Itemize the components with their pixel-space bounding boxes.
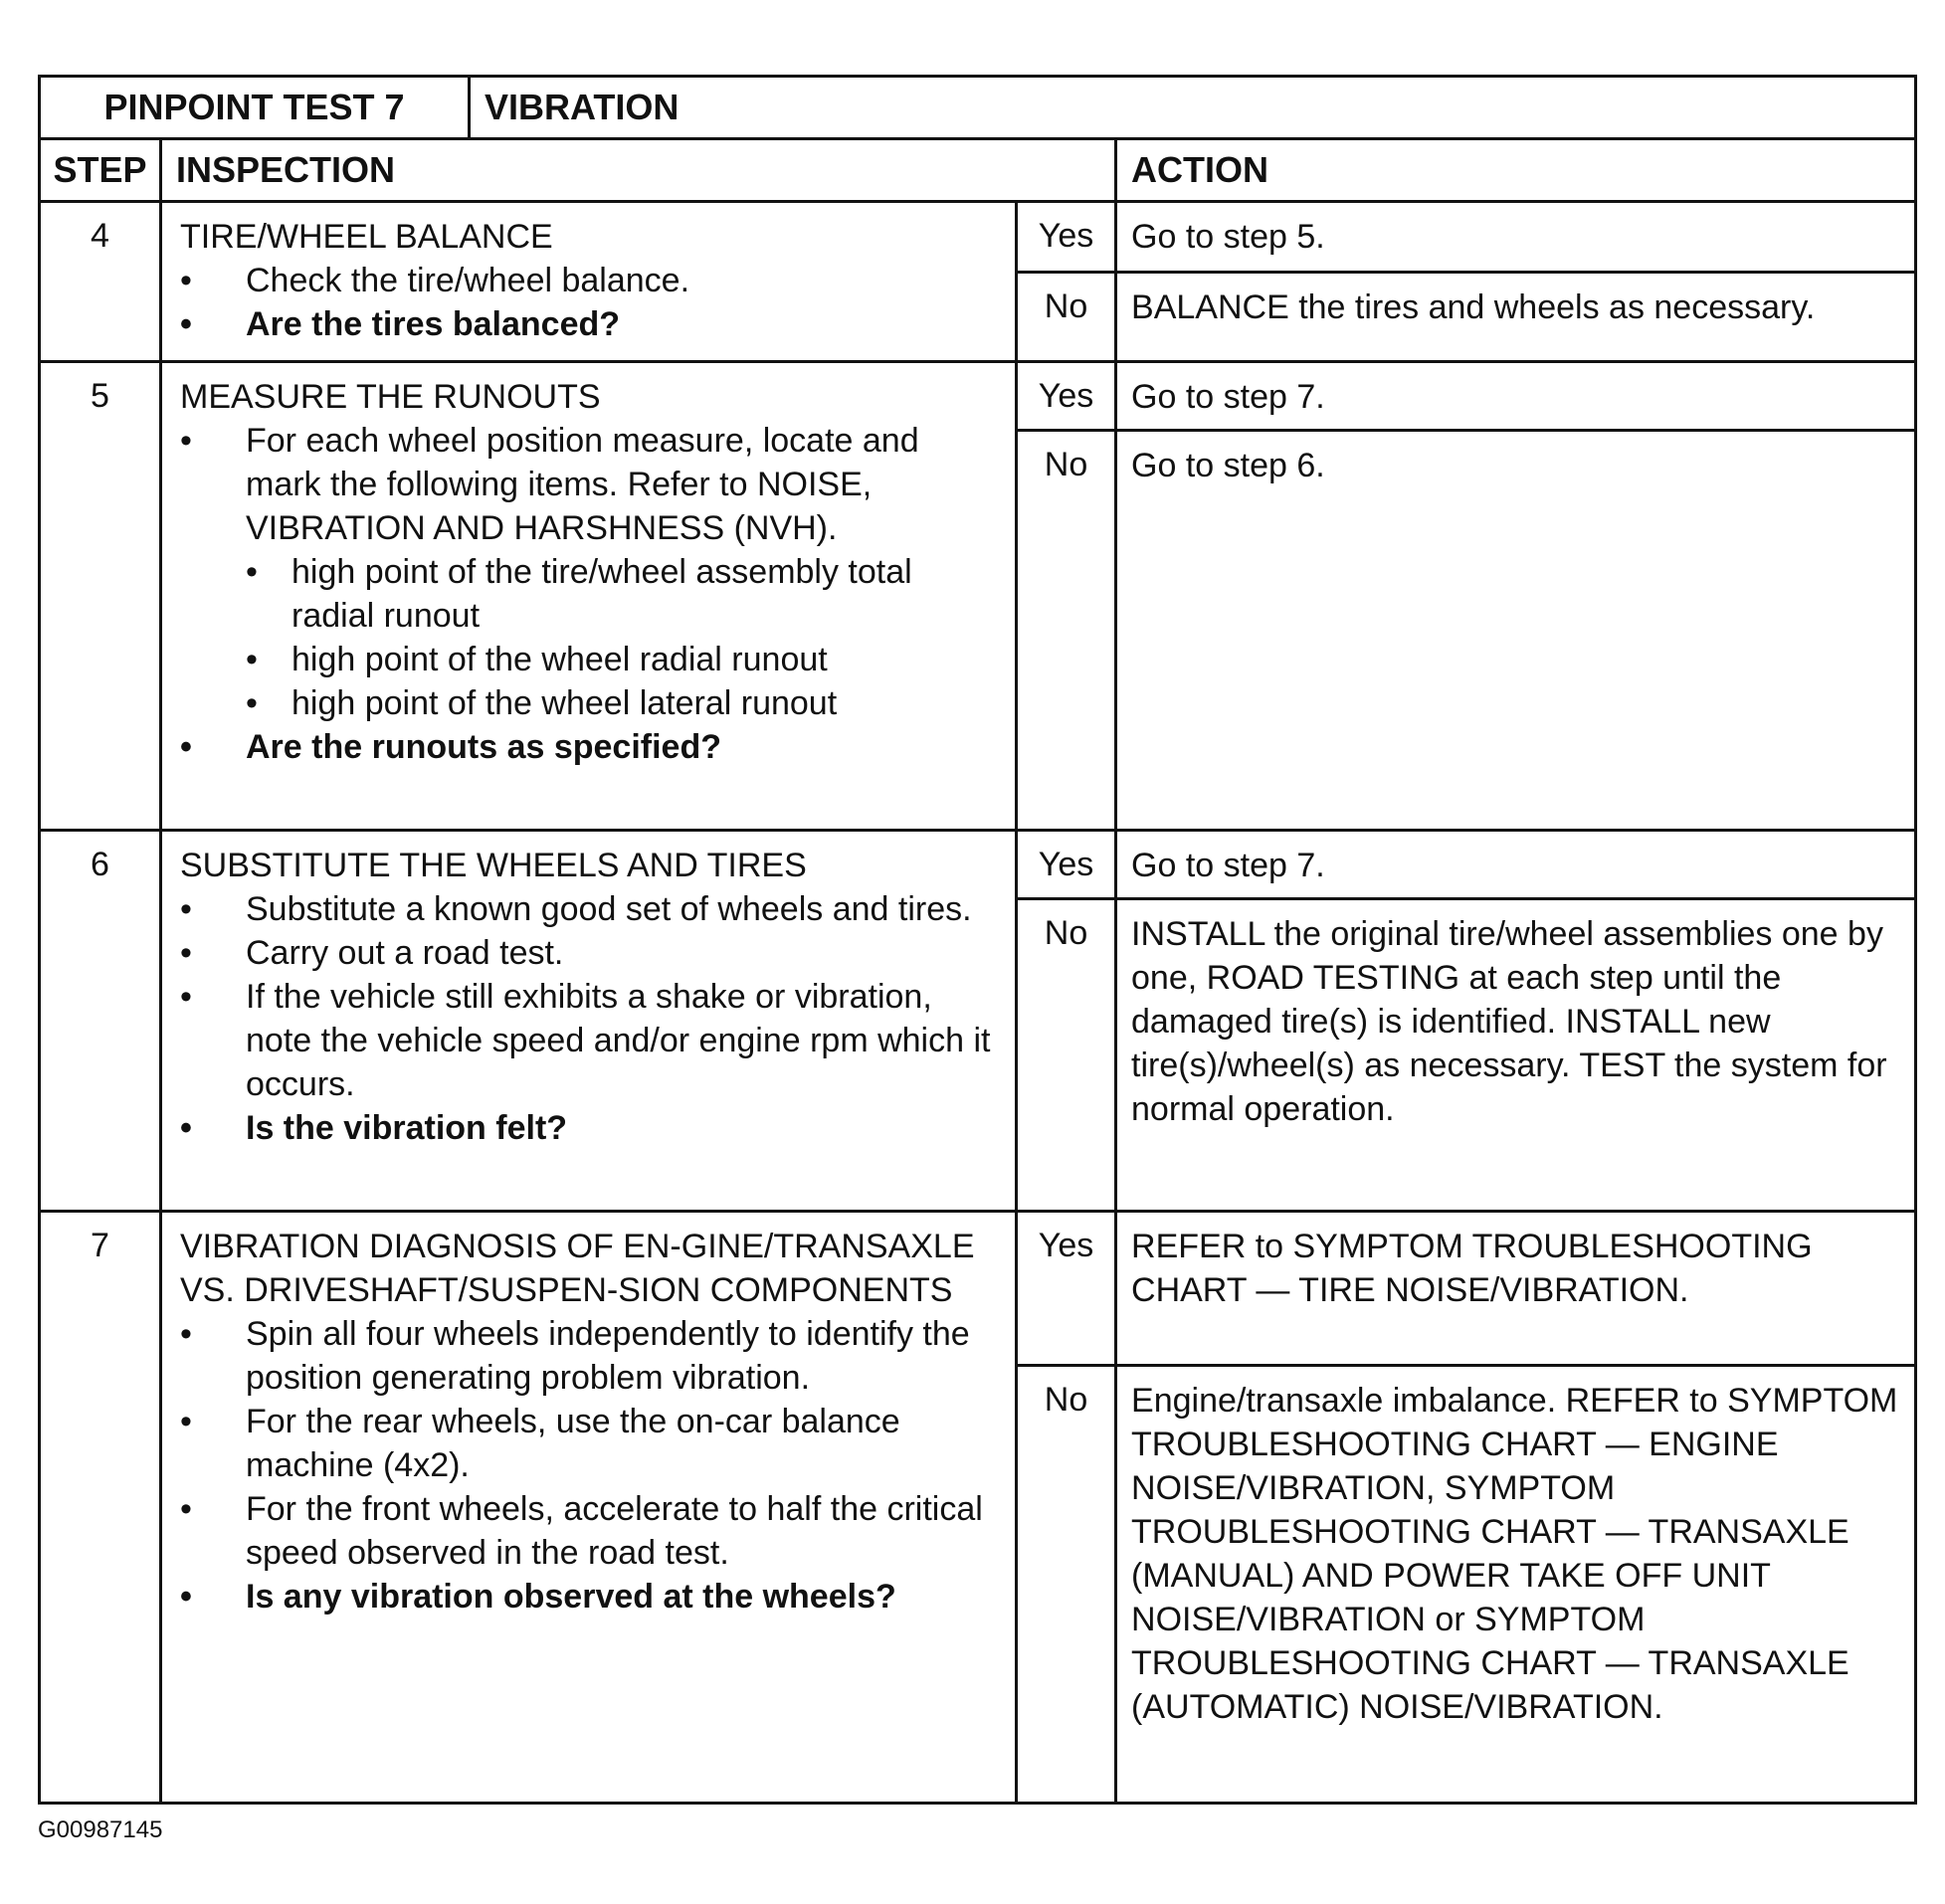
step-7-title: VIBRATION DIAGNOSIS OF EN-GINE/TRANSAXLE VS. DRIVESHAFT/SUSPEN-SION COMPONENTS bbox=[180, 1228, 975, 1309]
step-5-title: MEASURE THE RUNOUTS bbox=[180, 378, 601, 416]
step-6-question: • Is the vibration felt? bbox=[180, 1106, 1001, 1150]
step-4-bullet: • Check the tire/wheel balance. bbox=[180, 259, 1001, 302]
step-7-bullet: • For the front wheels, accelerate to half the critical speed observed in the road test. bbox=[180, 1487, 1001, 1575]
step-5-question: • Are the runouts as specified? bbox=[180, 725, 1001, 769]
step-6-bullet: • If the vehicle still exhibits a shake or vibration, note the vehicle speed and/or engine rpm which it occurs. bbox=[180, 975, 1001, 1106]
step-4-inspection bbox=[161, 202, 1017, 362]
step-5-yes-label: Yes bbox=[1017, 362, 1116, 431]
step-4-yes-action: Go to step 5. bbox=[1116, 202, 1916, 273]
step-6-yes-label: Yes bbox=[1017, 831, 1116, 899]
step-6-yes-action: Go to step 7. bbox=[1116, 831, 1916, 899]
step-4-no-action: BALANCE the tires and wheels as necessary. bbox=[1116, 272, 1916, 361]
step-5-bullet bbox=[180, 419, 1001, 725]
figure-id: G00987145 bbox=[38, 1816, 163, 1843]
pinpoint-test-table bbox=[38, 75, 1914, 1805]
step-7-question: • Is any vibration observed at the wheels? bbox=[180, 1575, 1001, 1618]
step-7-yes-label: Yes bbox=[1017, 1212, 1116, 1366]
step-4-question: • Are the tires balanced? bbox=[180, 302, 1001, 346]
col-step-header: STEP bbox=[40, 139, 161, 202]
step-5-sub-bullet: • high point of the wheel radial runout bbox=[246, 638, 1001, 681]
step-5-sub-bullet: • high point of the wheel lateral runout bbox=[246, 681, 1001, 725]
test-title: VIBRATION bbox=[470, 77, 1916, 139]
step-7-number: 7 bbox=[40, 1212, 161, 1804]
step-5-no-action: Go to step 6. bbox=[1116, 431, 1916, 831]
step-5-sub-bullet: • high point of the tire/wheel assembly total radial runout bbox=[246, 550, 1001, 638]
step-7-no-action: Engine/transaxle imbalance. REFER to SYMPTOM TROUBLESHOOTING CHART — ENGINE NOISE/VIBRATION, SYMPTOM TROUBLESHOOTING CHART — TRANSAXLE (MANUAL) AND POWER TAKE OFF UNIT NOISE/VIBRATION or SYMPTOM TROUBLESHOOTING CHART — TRANSAXLE (AUTOMATIC) NOISE/VIBRATION. bbox=[1116, 1366, 1916, 1804]
step-4-yes-label: Yes bbox=[1017, 202, 1116, 273]
step-5-no-label: No bbox=[1017, 431, 1116, 831]
step-7-bullet: • For the rear wheels, use the on-car balance machine (4x2). bbox=[180, 1400, 1001, 1487]
step-6-number: 6 bbox=[40, 831, 161, 1212]
step-4-title: TIRE/WHEEL BALANCE bbox=[180, 218, 553, 256]
step-6-bullet: • Substitute a known good set of wheels and tires. bbox=[180, 887, 1001, 931]
col-inspection-header: INSPECTION bbox=[161, 139, 1116, 202]
step-6-inspection bbox=[161, 831, 1017, 1212]
step-4-no-label: No bbox=[1017, 272, 1116, 361]
step-5-yes-action: Go to step 7. bbox=[1116, 362, 1916, 431]
step-5-number: 5 bbox=[40, 362, 161, 831]
step-6-no-label: No bbox=[1017, 899, 1116, 1212]
step-6-bullet: • Carry out a road test. bbox=[180, 931, 1001, 975]
step-5-bullet-text: For each wheel position measure, locate and mark the following items. Refer to NOISE, VIBRATION AND HARSHNESS (NVH). bbox=[246, 422, 919, 547]
col-action-header: ACTION bbox=[1116, 139, 1916, 202]
step-5-inspection bbox=[161, 362, 1017, 831]
step-7-bullet: • Spin all four wheels independently to identify the position generating problem vibration. bbox=[180, 1312, 1001, 1400]
step-7-yes-action: REFER to SYMPTOM TROUBLESHOOTING CHART — TIRE NOISE/VIBRATION. bbox=[1116, 1212, 1916, 1366]
step-7-inspection bbox=[161, 1212, 1017, 1804]
step-7-no-label: No bbox=[1017, 1366, 1116, 1804]
test-label: PINPOINT TEST 7 bbox=[40, 77, 470, 139]
step-4-number: 4 bbox=[40, 202, 161, 362]
step-6-title: SUBSTITUTE THE WHEELS AND TIRES bbox=[180, 847, 807, 884]
step-6-no-action: INSTALL the original tire/wheel assemblies one by one, ROAD TESTING at each step until the damaged tire(s) is identified. INSTALL new tire(s)/wheel(s) as necessary. TEST the system for normal operation. bbox=[1116, 899, 1916, 1212]
